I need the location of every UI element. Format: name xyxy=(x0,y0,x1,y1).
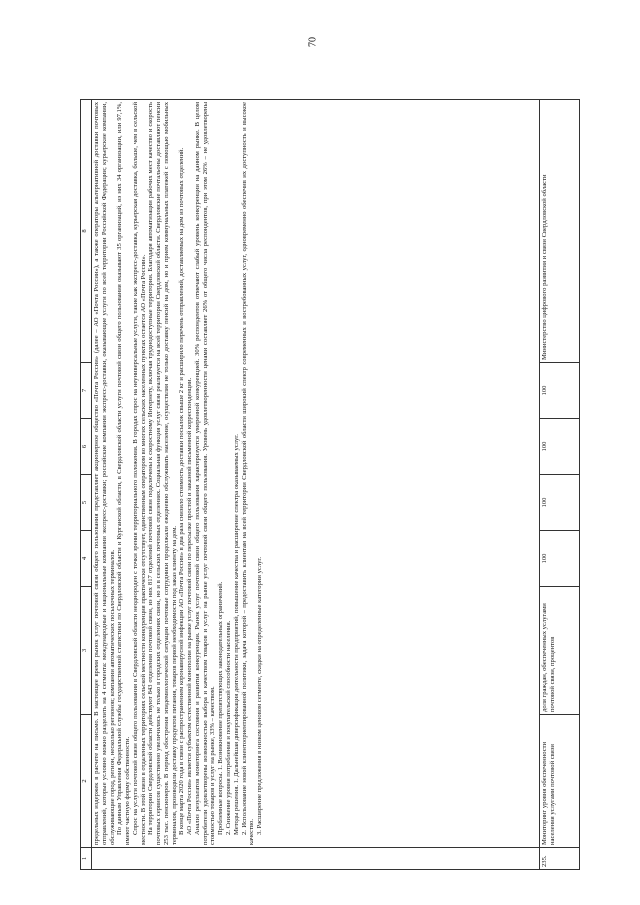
paragraph: предельных издержек в расчете на письмо. В настоящее время рынок услуг почтовой связи общего пользования представляет акционерное общество «Почта России» (далее – АО «Почта России»), а также операторы альтернативной доставки почтовых отправлений, которые условно можно разделить на 4 сегмента: международные и национальные компании экспресс-доставки; российские компании экспресс-доставки, оказывающие услуги по всей территории Российской Федерации; курьерские компании, обслуживающие город, регион, несколько регионов; компании автоматических посылочных терминалов. xyxy=(93,102,116,845)
page-number: 70 xyxy=(307,37,319,47)
column-header: 7 xyxy=(81,363,92,419)
paragraph: Методы решения. 1. Дальнейшая диверсификация деятельности предприятий, повышение качества и расширение спектра оказываемых услуг. xyxy=(232,434,240,835)
paragraph: Анализ результатов мониторинга состояния и развития конкуренции. Рынок услуг почтовой связи общего пользования характеризуется умеренной конкуренцией. 30% респондентов отмечают слабый уровень конкуренции на данном рынке. В целом потребители удовлетворены возможностью выбора и качеством товаров и услуг на рынке услуг почтовой связи общего пользования. Уровень удовлетворенности ценами составляет 26% от общего числа респондентов, при этом 26% – не удовлетворены стоимостью товаров и услуг на рынке, 33% – качеством. xyxy=(193,102,217,845)
paragraph: Проблемные вопросы. 1. Возникновение препятствующих законодательных ограничений. xyxy=(217,581,225,835)
paragraph: 3. Расширение предложения в низком ценовом сегменте, скидки на определенные категории услуг. xyxy=(256,556,264,835)
value-col-6: 100 xyxy=(540,419,580,475)
column-header: 3 xyxy=(81,587,92,715)
paragraph: На территории Свердловской области действуют 843 отделения почтовой связи, из них 817 отделений почтовой связи подключены к скоростному Интернету, включая труднодоступные территории. Благодаря автоматизации рабочих мест качество и скорость почтовых сервисов существенно увеличились не только в городских отделениях связи, но и в сельских почтовых отделениях. Социальная функция услуг связи реализуется на всей территории Свердловской области. Свердловские почтальоны доставляют пенсии 253 тыс. пенсионеров. В период обострения эпидемиологической ситуации почтовые сотрудники продолжали ежедневно обслуживать население, осуществляя не только доставку пенсий на дом, но и прием коммунальных платежей с помощью мобильных терминалов, производили доставку продуктов питания, товаров первой необходимости под заказ клиенту на дом. xyxy=(147,102,178,845)
table-row-235 xyxy=(540,100,580,870)
column-header: 6 xyxy=(81,419,92,475)
row-responsible: Министерство цифрового развития и связи Свердловской области xyxy=(540,100,580,363)
value-col-4: 100 xyxy=(540,531,580,587)
paragraph: 2. Использование новой клиентоориентированной политики, задача которой – предоставить клиентам на всей территории Свердловской области широкий спектр современных и востребованных услуг, одновременно обеспечив их доступность и высокое качество. xyxy=(240,102,256,845)
column-header: 5 xyxy=(81,475,92,531)
row-indicator: доля граждан, обеспеченных услугами почтовой связи, процентов xyxy=(540,587,580,715)
rotated-page xyxy=(80,100,580,870)
paragraph: 2. Снижение уровня потребления и покупательской способности населения. xyxy=(225,620,233,835)
column-header: 8 xyxy=(81,100,92,363)
row-number: 235. xyxy=(540,848,580,870)
continuation-row xyxy=(92,100,540,870)
paragraph: В конце марта 2020 года в связи с распространением коронавирусной инфекции АО «Почта России» в два раза снизило стоимость доставки посылок свыше 2 кг и расширило перечень отправлений, доставляемых на дом из почтовых отделений. xyxy=(178,147,186,835)
market-analysis-text xyxy=(92,100,540,848)
row-measure: Мониторинг уровня обеспеченности населения услугами почтовой связи xyxy=(540,715,580,848)
column-header: 4 xyxy=(81,531,92,587)
column-header: 1 xyxy=(81,848,92,870)
paragraph: Спрос на услуги почтовой связи общего пользования в Свердловской области неоднороден с точки зрения территориального положения. В городах спрос на неуниверсальные услуги, такие как экспресс-доставка, курьерская доставка, больше, чем в сельской местности. В этой связи в отдаленных территориях сельской местности конкуренция практически отсутствует, единственным оператором во многих сельских населенных пунктах остается АО «Почта России». xyxy=(131,102,147,845)
monitoring-table xyxy=(80,99,580,870)
paragraph: АО «Почта России» является субъектом естественной монополии на рынке услуг почтовой связи по пересылке простой и заказной письменной корреспонденции. xyxy=(186,377,194,835)
value-col-5: 100 xyxy=(540,475,580,531)
empty-cell xyxy=(92,848,540,870)
header-row xyxy=(81,100,92,870)
value-col-7: 100 xyxy=(540,363,580,419)
paragraph: По данным Управления Федеральной службы государственной статистики по Свердловской области и Курганской области, в Свердловской области услуги почтовой связи общего пользования оказывают 35 организаций, из них 34 организации, или 97,1%, имеют частную форму собственности. xyxy=(116,102,132,845)
column-header: 2 xyxy=(81,715,92,848)
